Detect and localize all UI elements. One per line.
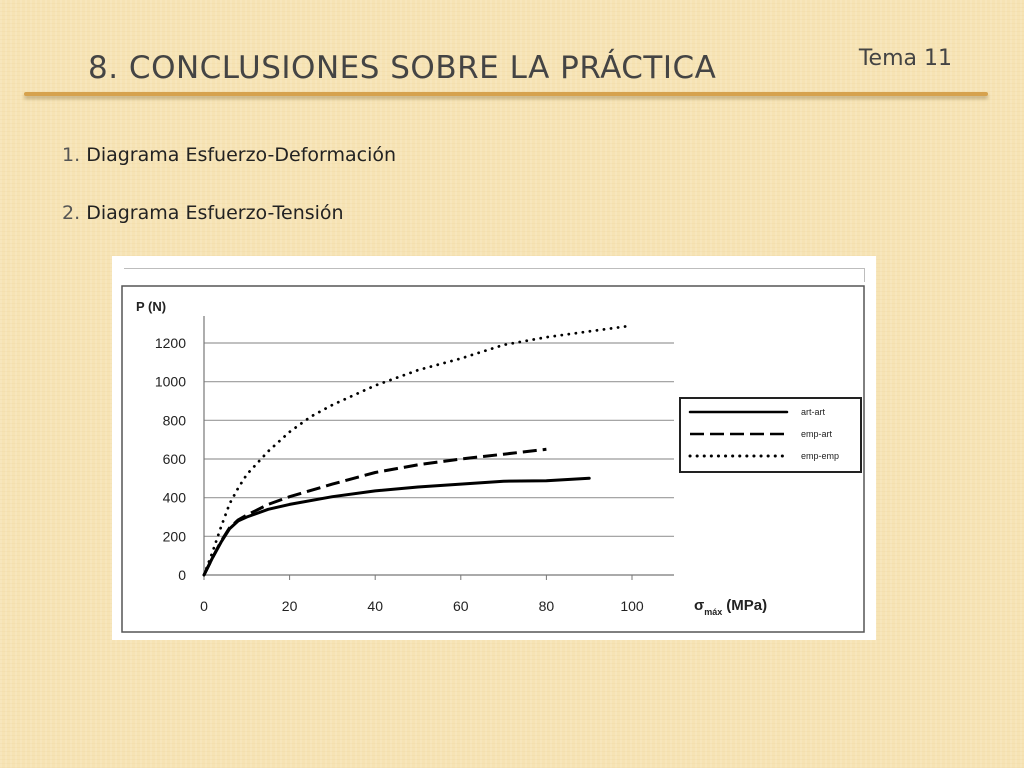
x-tick-label: 80	[538, 598, 555, 614]
x-axis-unit: (MPa)	[726, 597, 768, 614]
series-line-emp-art	[204, 449, 546, 575]
chart-series	[204, 326, 632, 575]
y-tick-label: 800	[162, 412, 186, 429]
series-line-emp-emp	[204, 326, 632, 575]
list-item-label: Diagrama Esfuerzo-Tensión	[86, 202, 344, 224]
x-tick-label: 20	[281, 598, 298, 614]
x-tick-label: 40	[367, 598, 383, 614]
y-axis-label: P (N)	[136, 299, 167, 314]
x-tick-label: 100	[620, 598, 644, 614]
list-item-number: 1.	[62, 144, 81, 166]
y-tick-label: 1200	[154, 335, 186, 351]
legend-label: emp-art	[801, 429, 833, 439]
chart-legend	[680, 398, 861, 472]
x-tick-label: 0	[200, 598, 208, 614]
slide-title: 8. CONCLUSIONES SOBRE LA PRÁCTICA	[88, 50, 717, 86]
list-item-label: Diagrama Esfuerzo-Deformación	[86, 144, 397, 166]
list-item-number: 2.	[62, 202, 81, 224]
legend-label: art-art	[801, 407, 826, 417]
legend-label: emp-emp	[801, 451, 840, 461]
chart-axes	[204, 316, 674, 580]
y-tick-label: 200	[162, 528, 186, 545]
x-axis-subscript: máx	[704, 607, 723, 617]
series-line-art-art	[204, 478, 589, 575]
y-tick-label: 0	[178, 567, 186, 583]
chart-tick-labels	[155, 335, 644, 614]
y-tick-label: 400	[162, 489, 186, 506]
x-tick-label: 60	[453, 598, 469, 614]
y-tick-label: 1000	[154, 373, 186, 390]
y-tick-label: 600	[162, 451, 186, 467]
x-axis-symbol: σ	[694, 597, 705, 614]
x-axis-label	[694, 597, 767, 617]
slide-tag: Tema 11	[858, 46, 952, 71]
